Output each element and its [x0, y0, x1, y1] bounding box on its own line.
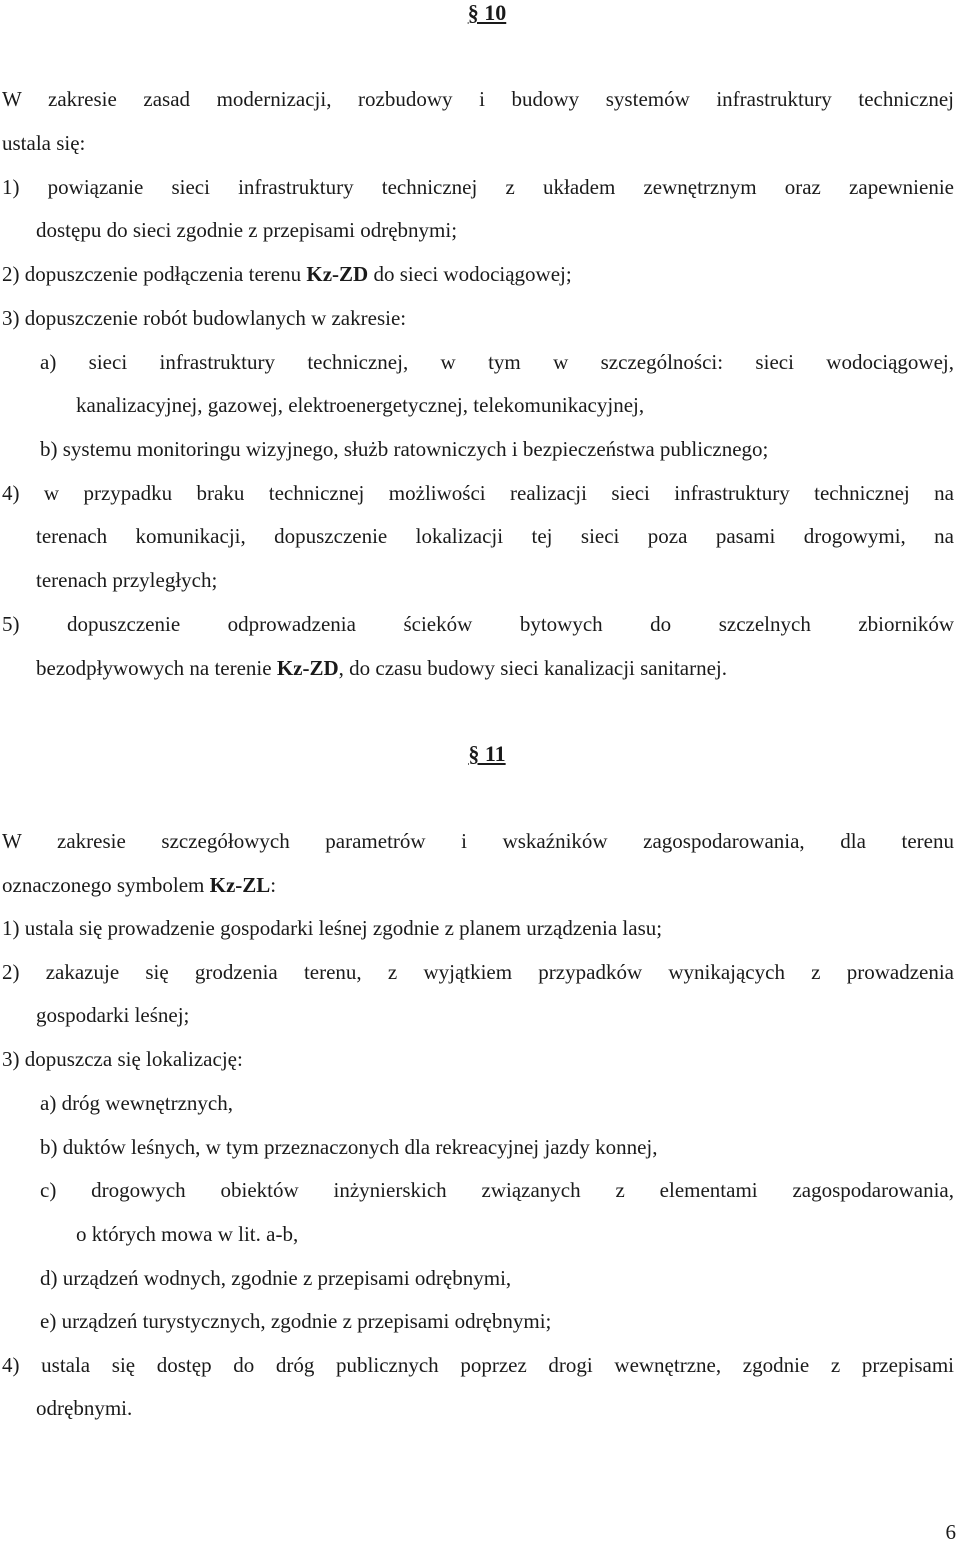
section-10-item-2 — [2, 261, 572, 287]
section-11-item-3c-line-1: c) drogowych obiektów inżynierskich związanych z elementami zagospodarowania, — [40, 1178, 954, 1202]
section-11-item-3a: a) dróg wewnętrznych, — [40, 1091, 233, 1115]
section-10-intro-line-1: W zakresie zasad modernizacji, rozbudowy i budowy systemów infrastruktury technicznej — [2, 87, 954, 111]
section-11-item-2-line-1: 2) zakazuje się grodzenia terenu, z wyjątkiem przypadków wynikających z prowadzenia — [2, 960, 954, 984]
section-10-item-5-line-2 — [36, 655, 727, 681]
page-number: 6 — [945, 1520, 956, 1544]
section-10-item-4-line-1: 4) w przypadku braku technicznej możliwości realizacji sieci infrastruktury technicznej na — [2, 481, 954, 505]
section-10-item-5-line-1: 5) dopuszczenie odprowadzenia ścieków bytowych do szczelnych zbiorników — [2, 612, 954, 636]
section-10-item-5-text-end: , do czasu budowy sieci kanalizacji sanitarnej. — [338, 656, 728, 680]
section-11-item-4-line-1: 4) ustala się dostęp do dróg publicznych poprzez drogi wewnętrzne, zgodnie z przepisami — [2, 1353, 954, 1377]
section-11-item-3d: d) urządzeń wodnych, zgodnie z przepisami odrębnymi, — [40, 1266, 512, 1290]
section-10-item-5-text: bezodpływowych na terenie — [36, 656, 277, 680]
section-11-item-3: 3) dopuszcza się lokalizację: — [2, 1047, 243, 1071]
section-11-intro-line-2 — [2, 872, 276, 898]
section-10-item-3a-line-1: a) sieci infrastruktury technicznej, w tym w szczególności: sieci wodociągowej, — [40, 350, 954, 374]
section-11-intro-text-end: : — [270, 873, 277, 897]
section-10-heading: § 10 — [467, 0, 507, 25]
section-10-item-3a-line-2: kanalizacyjnej, gazowej, elektroenergetycznej, telekomunikacyjnej, — [76, 393, 645, 417]
section-11-item-3b: b) duktów leśnych, w tym przeznaczonych dla rekreacyjnej jazdy konnej, — [40, 1135, 658, 1159]
section-10-item-2-text: 2) dopuszczenie podłączenia terenu — [2, 262, 307, 286]
section-11-heading: § 11 — [468, 741, 506, 766]
zone-symbol-kz-zd: Kz-ZD — [306, 262, 369, 286]
section-11-intro-line-1: W zakresie szczegółowych parametrów i wskaźników zagospodarowania, dla terenu — [2, 829, 954, 853]
section-10-item-1-line-1: 1) powiązanie sieci infrastruktury technicznej z układem zewnętrznym oraz zapewnienie — [2, 175, 954, 199]
section-10-item-1-line-2: dostępu do sieci zgodnie z przepisami odrębnymi; — [36, 218, 458, 242]
section-10-item-3: 3) dopuszczenie robót budowlanych w zakresie: — [2, 306, 407, 330]
zone-symbol-kz-zd-2: Kz-ZD — [276, 656, 339, 680]
section-11-item-2-line-2: gospodarki leśnej; — [36, 1003, 190, 1027]
section-10-item-3b: b) systemu monitoringu wizyjnego, służb ratowniczych i bezpieczeństwa publicznego; — [40, 437, 769, 461]
section-10-item-2-text-end: do sieci wodociągowej; — [368, 262, 572, 286]
section-11-item-3e: e) urządzeń turystycznych, zgodnie z przepisami odrębnymi; — [40, 1309, 552, 1333]
section-11-intro-text: oznaczonego symbolem — [2, 873, 210, 897]
section-10-intro-line-2: ustala się: — [2, 131, 86, 155]
section-11-item-4-line-2: odrębnymi. — [36, 1396, 133, 1420]
section-10-item-4-line-2: terenach komunikacji, dopuszczenie lokalizacji tej sieci poza pasami drogowymi, na — [36, 524, 954, 548]
section-11-item-1: 1) ustala się prowadzenie gospodarki leśnej zgodnie z planem urządzenia lasu; — [2, 916, 663, 940]
zone-symbol-kz-zl: Kz-ZL — [209, 873, 271, 897]
section-10-item-4-line-3: terenach przyległych; — [36, 568, 218, 592]
section-11-item-3c-line-2: o których mowa w lit. a-b, — [76, 1222, 299, 1246]
